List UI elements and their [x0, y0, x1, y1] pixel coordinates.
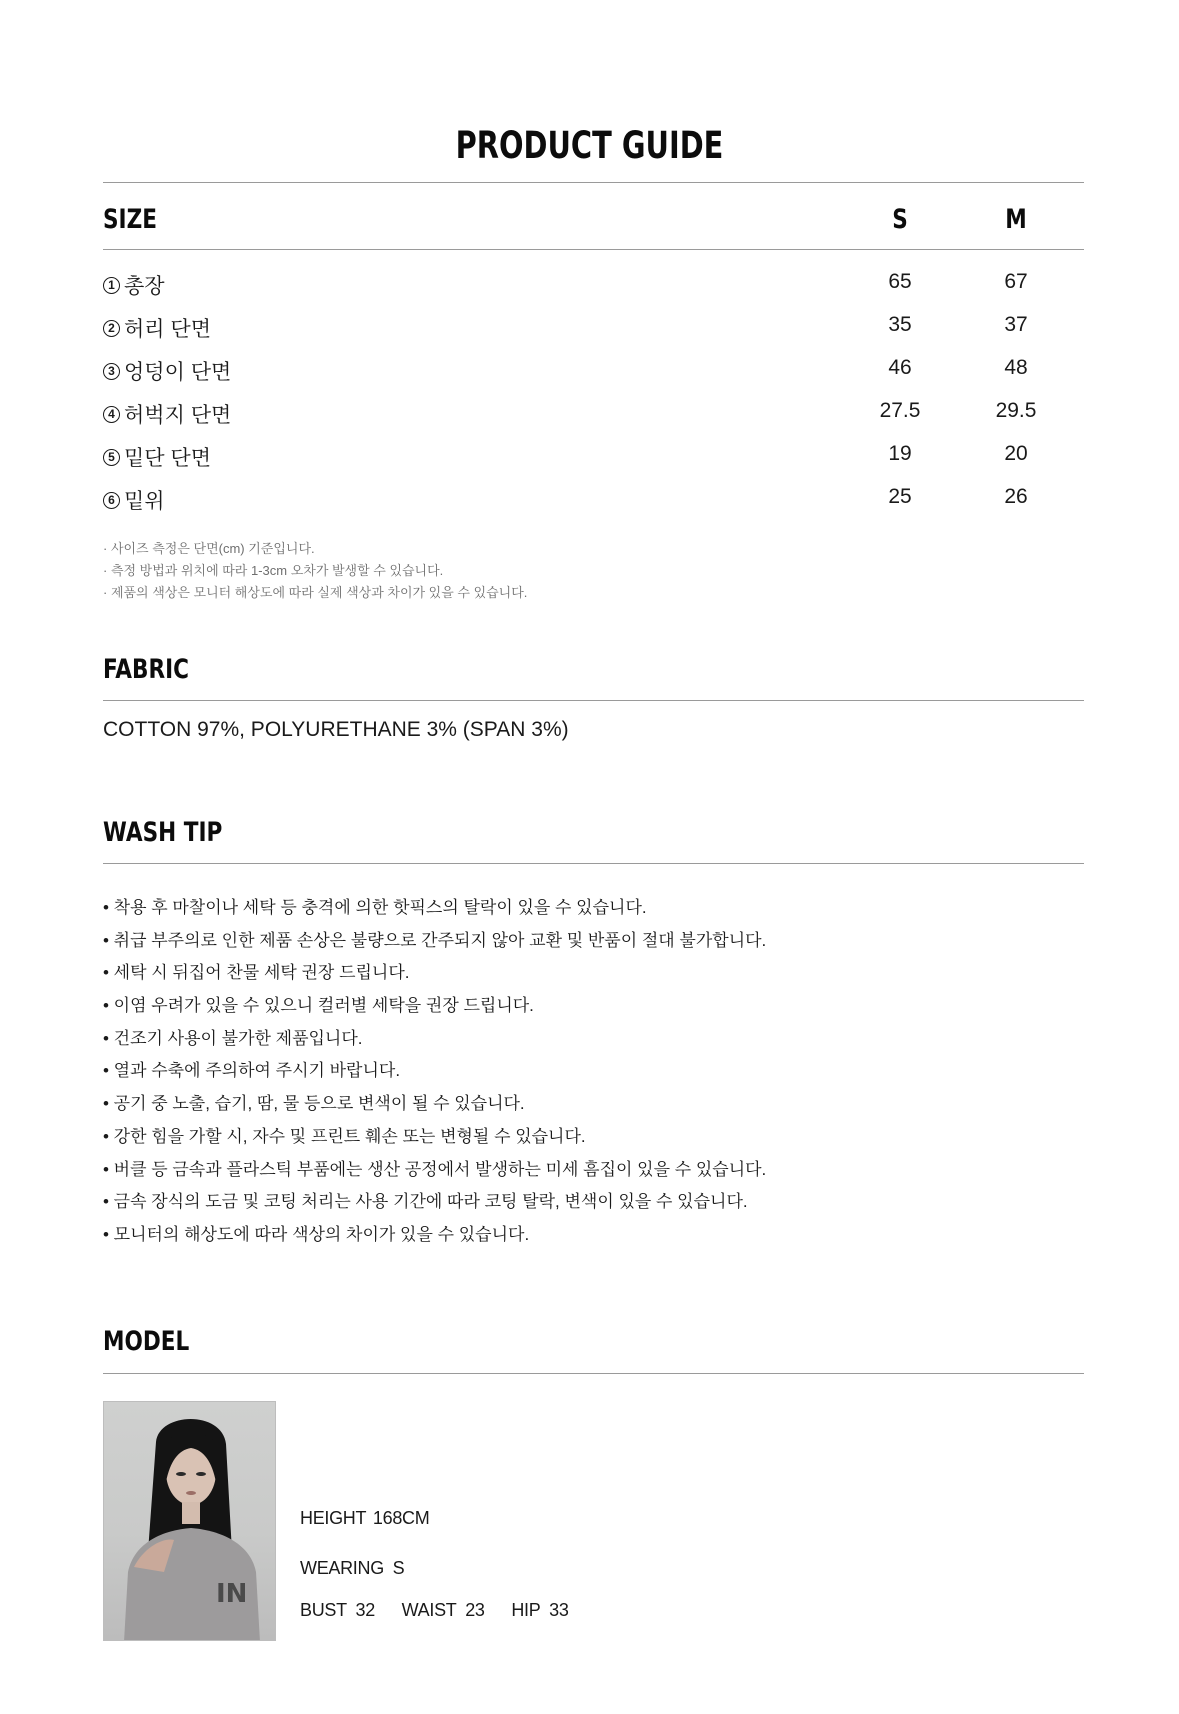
model-photo: [103, 1401, 276, 1641]
size-header-divider: [103, 249, 1084, 250]
measurement-name: 밑단 단면: [124, 447, 211, 470]
wash-tip-item: • 버클 등 금속과 플라스틱 부품에는 생산 공정에서 발생하는 미세 흠집이 있을 수 있습니다.: [103, 1159, 767, 1179]
size-m-value: 20: [1004, 442, 1028, 465]
height-label: HEIGHT: [300, 1508, 367, 1528]
wash-heading: WASH TIP: [103, 817, 223, 848]
measurement-name: 허리 단면: [124, 318, 211, 341]
circled-number: 5: [103, 449, 120, 466]
wash-tip-item: • 건조기 사용이 불가한 제품입니다.: [103, 1028, 363, 1048]
circled-number: 3: [103, 363, 120, 380]
size-row: [103, 399, 1084, 429]
wash-tip-item: • 이염 우려가 있을 수 있으니 컬러별 세탁을 권장 드립니다.: [103, 996, 534, 1016]
fabric-heading: FABRIC: [103, 654, 189, 685]
size-s-value: 27.5: [879, 399, 921, 422]
wash-tip-item: • 금속 장식의 도금 및 코팅 처리는 사용 기간에 따라 코팅 탈락, 변색이 있을 수 있습니다.: [103, 1192, 748, 1212]
size-heading: SIZE: [103, 204, 158, 235]
size-row-label: [103, 485, 165, 515]
model-figure: [104, 1402, 276, 1641]
wash-tip-item: • 착용 후 마찰이나 세탁 등 충격에 의한 핫픽스의 탈락이 있을 수 있습니다.: [103, 898, 647, 917]
wash-tip-item: • 강한 힘을 가할 시, 자수 및 프린트 훼손 또는 변형될 수 있습니다.: [103, 1126, 586, 1146]
wearing-value: S: [392, 1558, 405, 1578]
size-column-s: S: [892, 204, 908, 235]
size-row: [103, 442, 1084, 472]
wash-tip-item: • 취급 부주의로 인한 제품 손상은 불량으로 간주되지 않아 교환 및 반품이 절대 불가합니다.: [103, 930, 767, 950]
model-wearing: [300, 1558, 404, 1579]
circled-number: 2: [103, 320, 120, 337]
hip-value: 33: [549, 1600, 569, 1620]
measurement-name: 밑위: [124, 490, 165, 513]
size-row-label: [103, 399, 231, 429]
wash-tip-item: • 모니터의 해상도에 따라 색상의 차이가 있을 수 있습니다.: [103, 1224, 530, 1244]
size-column-m: M: [1005, 204, 1027, 235]
wash-tip-item: • 세탁 시 뒤집어 찬물 세탁 권장 드립니다.: [103, 963, 410, 983]
size-row: [103, 313, 1084, 343]
size-row-label: [103, 270, 165, 300]
circled-number: 6: [103, 492, 120, 509]
size-m-value: 29.5: [995, 399, 1037, 422]
size-row: [103, 485, 1084, 515]
size-m-value: 37: [1004, 313, 1028, 336]
circled-number: 4: [103, 406, 120, 423]
page-title: PRODUCT GUIDE: [455, 124, 724, 167]
bust-value: 32: [355, 1600, 375, 1620]
size-s-value: 65: [888, 270, 912, 293]
wash-tip-item: • 열과 수축에 주의하여 주시기 바랍니다.: [103, 1061, 401, 1081]
wash-divider: [103, 863, 1084, 864]
size-m-value: 26: [1004, 485, 1028, 508]
size-row: [103, 270, 1084, 300]
size-note: · 사이즈 측정은 단면(cm) 기준입니다.: [103, 541, 315, 556]
measurement-name: 엉덩이 단면: [124, 361, 232, 384]
model-divider: [103, 1373, 1084, 1374]
size-row-label: [103, 313, 211, 343]
size-m-value: 48: [1004, 356, 1028, 379]
title-divider: [103, 182, 1084, 183]
bust-label: BUST: [300, 1600, 347, 1620]
size-m-value: 67: [1004, 270, 1028, 293]
measurement-name: 허벅지 단면: [124, 404, 232, 427]
measurement-name: 총장: [124, 275, 165, 298]
size-note: · 측정 방법과 위치에 따라 1-3cm 오차가 발생할 수 있습니다.: [103, 563, 444, 578]
model-heading: MODEL: [103, 1326, 190, 1357]
circled-number: 1: [103, 277, 120, 294]
size-s-value: 25: [888, 485, 912, 508]
model-measurements: [300, 1600, 569, 1621]
fabric-composition: COTTON 97%, POLYURETHANE 3% (SPAN 3%): [103, 718, 569, 741]
size-note: · 제품의 색상은 모니터 해상도에 따라 실제 색상과 차이가 있을 수 있습니다.: [103, 585, 528, 600]
shirt-print-text: IN: [216, 1579, 248, 1609]
size-notes: [103, 538, 527, 604]
size-row: [103, 356, 1084, 386]
size-row-label: [103, 442, 211, 472]
wearing-label: WEARING: [300, 1558, 384, 1578]
waist-value: 23: [465, 1600, 485, 1620]
size-row-label: [103, 356, 231, 386]
model-height: [300, 1508, 429, 1529]
fabric-divider: [103, 700, 1084, 701]
wash-tip-item: • 공기 중 노출, 습기, 땀, 물 등으로 변색이 될 수 있습니다.: [103, 1094, 525, 1114]
size-s-value: 46: [888, 356, 912, 379]
waist-label: WAIST: [401, 1600, 457, 1620]
hip-label: HIP: [511, 1600, 541, 1620]
size-s-value: 19: [888, 442, 912, 465]
wash-tip-list: [103, 892, 766, 1252]
size-s-value: 35: [888, 313, 912, 336]
height-value: 168CM: [372, 1508, 430, 1528]
